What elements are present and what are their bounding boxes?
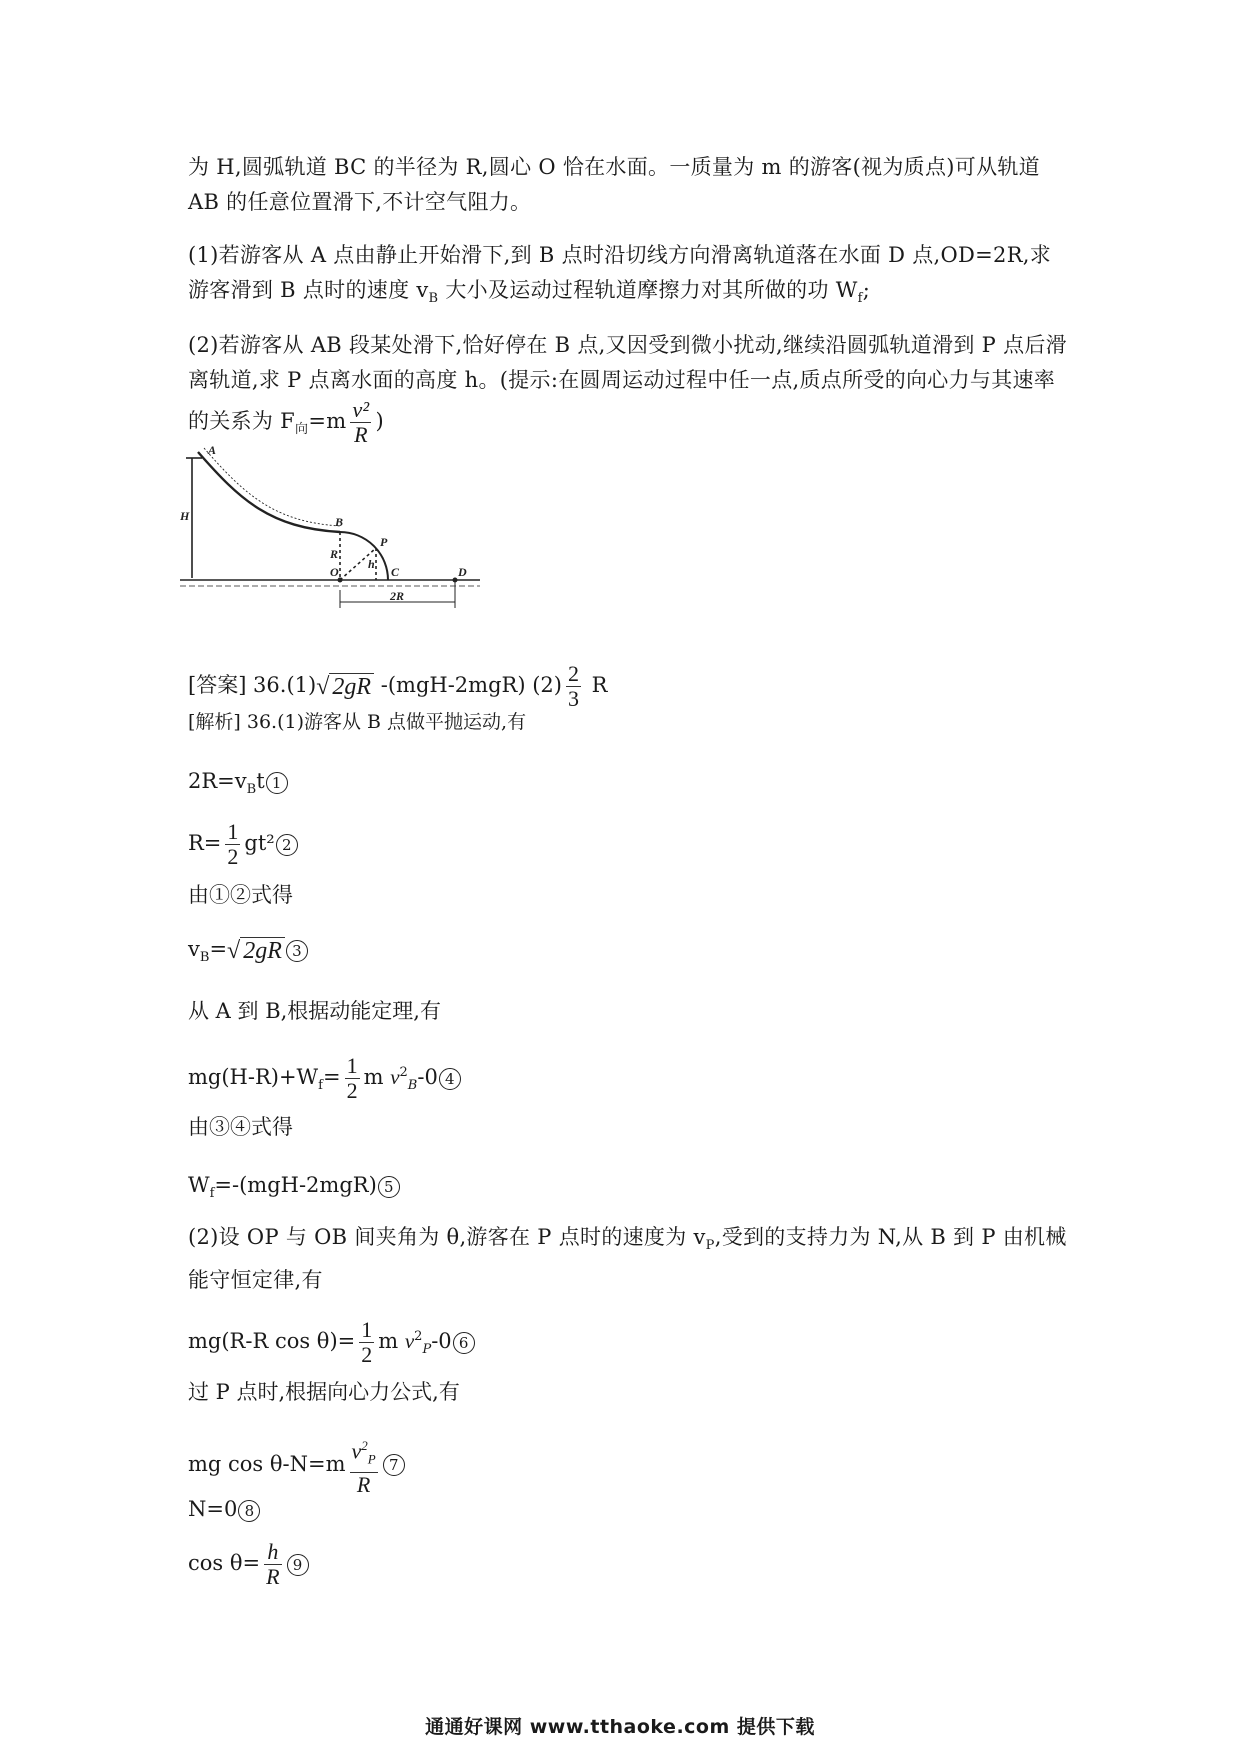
eq-8: N=0 8 [188, 1494, 260, 1524]
eq-3: $v_B=√$ 2gR 3 [188, 934, 308, 973]
eq-1: $2R=v_Bt$ 1 [188, 766, 288, 805]
question-1: (1)若游客从 A 点由静止开始滑下,到 B 点时沿切线方向滑离轨道落在水面 D 点,OD=2R,求游客滑到 B 点时的速度 $v_B$ 大小及运动过程轨道摩擦力对其所做的功 $W_f$; [188, 243, 1052, 307]
label-o: O [330, 565, 339, 579]
eq-9: cos θ= $\frac{h}{R}$ 9 [188, 1540, 309, 1589]
track-ab [198, 452, 340, 532]
centripetal-fraction: $\frac{\text{v²}}{R}$ [352, 397, 370, 447]
label-a: A [208, 443, 217, 457]
label-b: B [335, 515, 344, 529]
label-2r: 2R [390, 589, 405, 603]
eq-2: R= $\frac{1}{2}$ gt² 2 [188, 820, 298, 869]
answer-line: [答案] 36.(1)√ 2gR -(mgH-2mgR) (2) $\frac{2}{3}$ R [188, 661, 608, 711]
label-d: D [458, 565, 467, 579]
through-p: 过 P 点时,根据向心力公式,有 [188, 1380, 460, 1404]
eq-5: $W_f=-(mgH-2mgR)$ 5 [188, 1170, 400, 1209]
footer-watermark: 通通好课网 www.tthaoke.com 提供下载 [425, 1716, 815, 1738]
from-3-4: 由③④式得 [188, 1115, 293, 1139]
label-r: R [330, 547, 339, 561]
from-a-to-b: 从 A 到 B,根据动能定理,有 [188, 999, 441, 1023]
from-1-2: 由①②式得 [188, 883, 293, 907]
label-h-big: H [180, 509, 190, 523]
eq-6: mg(R-R cos θ)= $\frac{1}{2}$ m $v^2_P-0$ 6 [188, 1318, 475, 1367]
question-2: (2)若游客从 AB 段某处滑下,恰好停在 B 点,又因受到微小扰动,继续沿圆弧轨道滑到 P 点后滑离轨道,求 P 点离水面的高度 h。(提示:在圆周运动过程中任一点,质点所受的向心力与其速率的关系为 $F_向=m$ $\frac{\text{v²}}{R}$ ) [188, 333, 1067, 447]
track-hatch [204, 448, 340, 526]
sqrt-2gr: √ 2gR [316, 672, 374, 702]
eq-7: mg cos θ-N=m $\frac{v^2_P}{R}$ 7 [188, 1434, 405, 1497]
eq-4: $mg(H-R)+W_f=$ $\frac{1}{2}$ m $v^2_B-0$ 4 [188, 1054, 461, 1103]
track-figure [180, 440, 500, 620]
two-thirds: $\frac{2}{3}$ [567, 661, 579, 711]
label-h-small: h [368, 557, 375, 571]
point-d [453, 578, 458, 583]
problem-intro: 为 H,圆弧轨道 BC 的半径为 R,圆心 O 恰在水面。一质量为 m 的游客(视为质点)可从轨道 AB 的任意位置滑下,不计空气阻力。 [188, 155, 1040, 214]
part-2-intro: (2)设 OP 与 OB 间夹角为 θ,游客在 P 点时的速度为 $v_P$,受到的支持力为 N,从 B 到 P 由机械能守恒定律,有 [188, 1225, 1067, 1293]
label-p: P [380, 535, 388, 549]
analysis-intro: [解析] 36.(1)游客从 B 点做平抛运动,有 [188, 711, 527, 733]
label-c: C [391, 565, 400, 579]
